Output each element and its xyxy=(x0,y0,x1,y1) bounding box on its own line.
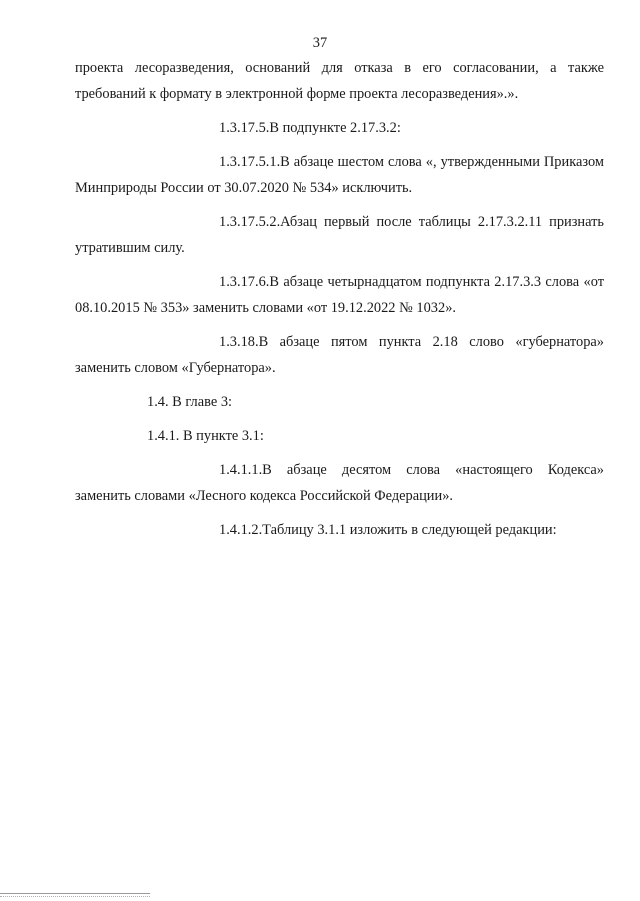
scan-edge-dots xyxy=(0,896,150,897)
paragraph-text: В абзаце десятом слова «настоящего Кодекса» заменить словами «Лесного кодекса Российской Федерации». xyxy=(75,462,604,504)
paragraph-number: 1.3.18. xyxy=(219,334,259,350)
paragraph-number: 1.3.17.5.1. xyxy=(219,154,281,170)
paragraph-text: В абзаце пятом пункта 2.18 слово «губернатора» заменить словом «Губернатора». xyxy=(75,334,604,376)
paragraph-1-4 xyxy=(75,389,604,415)
paragraph-continuation xyxy=(75,55,604,107)
paragraph-text: проекта лесоразведения, оснований для отказа в его согласовании, а также требований к формату в электронной форме проекта лесоразведения».». xyxy=(75,60,604,102)
paragraph-1-3-18 xyxy=(75,329,604,381)
paragraph-number: 1.3.17.6. xyxy=(219,274,270,290)
scan-edge-line xyxy=(0,893,150,894)
paragraph-number: 1.4.1.2. xyxy=(219,522,263,538)
paragraph-text: В подпункте 2.17.3.2: xyxy=(269,120,401,136)
page-number: 37 xyxy=(312,35,328,51)
paragraph-text: 1.4.1. В пункте 3.1: xyxy=(147,428,264,444)
paragraph-1-3-17-5-2 xyxy=(75,209,604,261)
paragraph-text: Таблицу 3.1.1 изложить в следующей редакции: xyxy=(262,522,557,538)
paragraph-1-3-17-6 xyxy=(75,269,604,321)
paragraph-1-3-17-5-1 xyxy=(75,149,604,201)
paragraph-number: 1.4.1.1. xyxy=(219,462,263,478)
paragraph-number: 1.3.17.5.2. xyxy=(219,214,281,230)
paragraph-1-4-1-2 xyxy=(75,517,604,543)
paragraph-text: Абзац первый после таблицы 2.17.3.2.11 признать утратившим силу. xyxy=(75,214,604,256)
paragraph-1-4-1-1 xyxy=(75,457,604,509)
paragraph-text: В абзаце шестом слова «, утвержденными Приказом Минприроды России от 30.07.2020 № 534» исключить. xyxy=(75,154,604,196)
paragraph-text: 1.4. В главе 3: xyxy=(147,394,233,410)
document-body xyxy=(75,55,604,551)
paragraph-text: В абзаце четырнадцатом подпункта 2.17.3.3 слова «от 08.10.2015 № 353» заменить словами «от 19.12.2022 № 1032». xyxy=(75,274,604,316)
paragraph-1-4-1 xyxy=(75,423,604,449)
paragraph-number: 1.3.17.5. xyxy=(219,120,270,136)
paragraph-1-3-17-5 xyxy=(75,115,604,141)
